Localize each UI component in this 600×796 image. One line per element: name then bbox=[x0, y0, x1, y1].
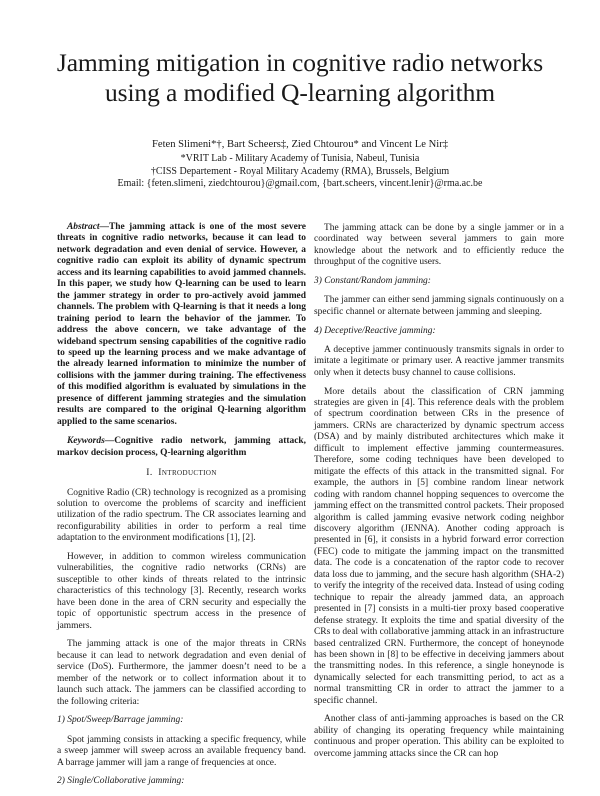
paragraph: The jamming attack is one of the major threats in CRNs because it can lead to network degradation and even denial of service (DoS). Furthermore, the jammer doesn’t need to be a member of the network or to collect information about it to launch such attack. The jammers can be classified according to the following criteria: bbox=[57, 639, 306, 707]
subsection-heading: 3) Constant/Random jamming: bbox=[314, 276, 431, 286]
paragraph: The jammer can either send jamming signals continuously on a specific channel or alternate between jamming and sleeping. bbox=[314, 295, 564, 317]
paragraph: However, in addition to common wireless communication vulnerabilities, the cognitive radio networks (CRNs) are susceptible to other kinds of threats related to the intrinsic characteristics of this technology [3]. Recently, research works have been done in the area of CRN security and especially the topic of opportunistic spectrum access in the presence of jammers. bbox=[57, 551, 306, 631]
paper-title bbox=[40, 48, 560, 108]
paragraph: Another class of anti-jamming approaches is based on the CR ability of changing its operating frequency while maintaining continuous and proper operation. This ability can be exploited to overcome jamming attacks since the CR can hop bbox=[314, 714, 564, 759]
subsection-heading: 1) Spot/Sweep/Barrage jamming: bbox=[57, 715, 184, 726]
title-line-2: using a modified Q-learning algorithm bbox=[104, 78, 496, 107]
keywords bbox=[57, 436, 306, 459]
abstract-text: —The jamming attack is one of the most severe threats in cognitive radio networks, because it can lead to network degradation and even denial of service. However, a cognitive radio can exploit its ability of dynamic spectrum access and its learning capabilities to avoid jammed channels. In this paper, we study how Q-learning can be used to learn the jammer strategy in order to pro-actively avoid jammed channels. The problem with Q-learning is that it needs a long training period to learn the behavior of the jammer. To address the above concern, we take advantage of the wideband spectrum sensing capabilities of the cognitive radio to speed up the learning process and we make advantage of the already learned information to minimize the number of collisions with the jammer during training. The effectiveness of this modified algorithm is evaluated by simulations in the presence of different jamming strategies and the simulation results are compared to the original Q-learning algorithm applied to the same scenarios. bbox=[57, 222, 306, 427]
author-block bbox=[40, 138, 560, 191]
paragraph: A deceptive jammer continuously transmits signals in order to imitate a legitimate or primary user. A reactive jammer transmits only when it detects busy channel to cause collisions. bbox=[314, 345, 564, 378]
paragraph: More details about the classification of CRN jamming strategies are given in [4]. This reference deals with the problem of spectrum coordination between CRs in the presence of jammers. CRNs are characterized by dynamic spectrum access (DSA) and by mainly distributed architectures which make it difficult to implement effective jamming countermeasures. Therefore, some coding techniques have been developed to mitigate the effects of this attack in the transmitted signal. For example, the authors in [5] combine random linear network coding with random channel hopping sequences to overcome the jamming effect on the transmitted control packets. Their proposed algorithm is called jamming evasive network coding neighbor discovery algorithm (JENNA). Another coding approach is presented in [6], it consists in a hybrid forward error correction (FEC) code to mitigate the jamming impact on the transmitted data. The code is a concatenation of the raptor code to recover data loss due to jamming, and the secure hash algorithm (SHA-2) to verify the integrity of the received data. Instead of using coding technique to repair the already jammed data, an approach presented in [7] consists in a multi-tier proxy based cooperative defense strategy. It exploits the time and spatial diversity of the CRs to deal with collaborative jamming attack in an infrastructure based centralized CRN. Furthermore, the concept of honeynode has been shown in [8] to be effective in deceiving jammers about the transmitting nodes. In this reference, a single honeynode is dynamically selected for each transmitting period, to act as a normal transmitting CR in order to attract the jammer to a specific channel. bbox=[314, 386, 565, 706]
right-column bbox=[314, 223, 564, 767]
paragraph: The jamming attack can be done by a single jammer or in a coordinated way between several jammers to gain more knowledge about the network and to efficiently reduce the throughput of the cognitive users. bbox=[314, 223, 564, 268]
section-heading-introduction bbox=[57, 467, 306, 478]
keywords-text: —Cognitive radio network, jamming attack, markov decision process, Q-learning algorithm bbox=[57, 436, 306, 458]
left-column bbox=[57, 222, 306, 796]
author-names: Feten Slimeni*†, Bart Scheers‡, Zied Chtourou* and Vincent Le Nir‡ bbox=[151, 139, 449, 150]
keywords-label: Keywords bbox=[67, 436, 105, 447]
subsection-heading: 2) Single/Collaborative jamming: bbox=[57, 776, 185, 787]
paragraph: Spot jamming consists in attacking a specific frequency, while a sweep jammer will sweep across an available frequency band. A barrage jammer will jam a range of frequencies at once. bbox=[57, 734, 306, 768]
subsection-heading: 4) Deceptive/Reactive jamming: bbox=[314, 325, 436, 336]
author-emails: Email: {feten.slimeni, ziedchtourou}@gmail.com, {bart.scheers, vincent.lenir}@rma.ac.be bbox=[117, 178, 483, 190]
affiliation-2: †CISS Departement - Royal Military Academy (RMA), Brussels, Belgium bbox=[150, 165, 450, 177]
paragraph: Cognitive Radio (CR) technology is recognized as a promising solution to overcome the problems of scarcity and inefficient utilization of the radio spectrum. The CR associates learning and reconfigurability abilities in order to perform a real time adaptation to the environment modifications [1], [2]. bbox=[57, 487, 306, 544]
abstract-label: Abstract bbox=[67, 222, 100, 232]
section-title: Introduction bbox=[158, 467, 217, 479]
abstract bbox=[57, 222, 306, 428]
title-line-1: Jamming mitigation in cognitive radio networks bbox=[56, 48, 544, 77]
affiliation-1: *VRIT Lab - Military Academy of Tunisia, Nabeul, Tunisia bbox=[180, 153, 420, 164]
section-number: I. bbox=[146, 467, 153, 479]
